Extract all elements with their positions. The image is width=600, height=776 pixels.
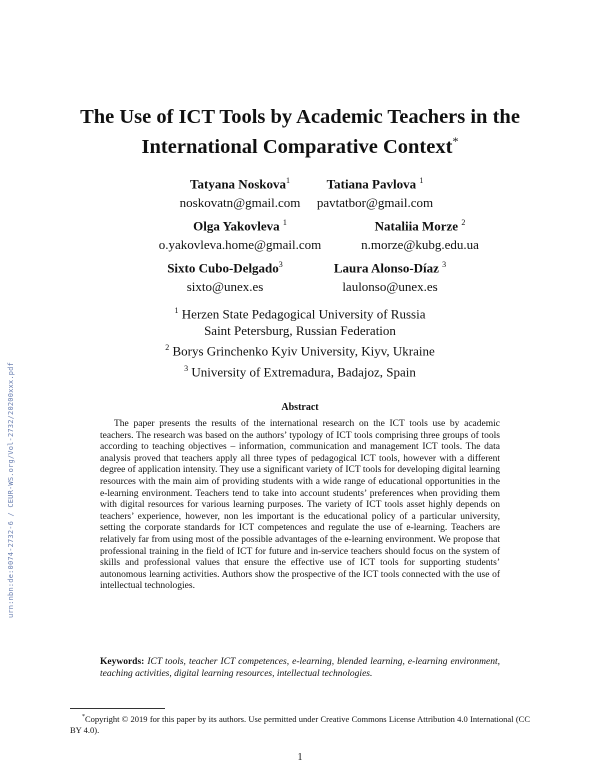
footnote-text: Copyright © 2019 for this paper by its authors. Use permitted under Creative Commons License Attribution 4.0 International (CC BY 4.0). bbox=[70, 713, 530, 735]
author-name: Olga Yakovleva $^1$ bbox=[193, 218, 287, 234]
author-email: noskovatn@gmail.com bbox=[179, 195, 301, 211]
author-email: laulonso@unex.es bbox=[342, 279, 438, 295]
affiliation-line: $^1$ Herzen State Pedagogical University of Russia bbox=[174, 306, 426, 322]
author-name: Nataliia Morze $^2$ bbox=[374, 218, 466, 234]
page-number: 1 bbox=[297, 752, 303, 763]
author-block bbox=[140, 214, 340, 253]
author-block bbox=[300, 172, 450, 211]
author-block bbox=[300, 256, 480, 295]
affiliation-line: Saint Petersburg, Russian Federation bbox=[204, 323, 396, 339]
author-email: n.morze@kubg.edu.ua bbox=[361, 237, 479, 253]
affiliation-line: $^2$ Borys Grinchenko Kyiv University, Kiyv, Ukraine bbox=[165, 343, 435, 359]
author-email: sixto@unex.es bbox=[186, 279, 264, 295]
author-name: Tatiana Pavlova $^1$ bbox=[326, 176, 424, 192]
paper-title-text: The Use of ICT Tools by Academic Teachers in the International Comparative Context bbox=[80, 106, 520, 158]
affiliations bbox=[150, 302, 450, 380]
keywords-text: ICT tools, teacher ICT competences, e-learning, blended learning, e-learning environment, teaching activities, digital learning resources, intellectual technologies. bbox=[100, 657, 501, 679]
side-stamp-text: urn:nbn:de:0074-2732-6 / CEUR-WS.org/Vol-2732/20200xxx.pdf bbox=[7, 361, 15, 619]
author-name: Laura Alonso-Díaz $^3$ bbox=[333, 260, 447, 276]
abstract-heading: Abstract bbox=[281, 402, 319, 413]
affiliation-line: $^3$ University of Extremadura, Badajoz, Spain bbox=[184, 363, 416, 379]
copyright-footnote bbox=[70, 712, 530, 736]
abstract-text: The paper presents the results of the international research on the ICT tools use by academic teachers. The research was based on the authors’ typology of ICT tools comprising three groups of tools according to teaching objectives – information, communication and management ICT tools. The data analysis proved that teachers apply all three types of pedagogical ICT tools, however with a different degree of application intensity. They use a significant variety of ICT tools for developing digital learning resources with the main aim of providing students with a wide range of educational opportunities in the e-learning environment. Teachers tend to take into account students’ preferences when providing them with digital resources for various learning purposes. The variety of ICT tools asset highly depends on teachers’ experience, however, non les important is the educational policy of a particular university, setting the corporate standards for ICT competences and regulate the use of e-learning. Teachers are relatively far from using most of the possible advantages of the e-learning environment. We propose that professional training in the field of ICT for future and in-service teachers should focus on the system of skills and professional values that ensure the effective use of ICT tools for supporting students’ autonomous learning activities. Authors show the prospective of the ICT tools connected with the use of intellectual technologies. bbox=[100, 419, 500, 592]
author-name: Sixto Cubo-Delgado$^3$ bbox=[167, 260, 283, 276]
author-block bbox=[130, 256, 320, 295]
side-stamp bbox=[6, 361, 16, 619]
author-email: o.yakovleva.home@gmail.com bbox=[158, 237, 322, 253]
author-name: Tatyana Noskova$^1$ bbox=[190, 176, 290, 192]
keywords bbox=[100, 657, 500, 680]
paper-title bbox=[40, 105, 560, 159]
footnote-mark: * bbox=[82, 714, 85, 720]
keywords-label: Keywords: bbox=[100, 657, 145, 667]
author-email: pavtatbor@gmail.com bbox=[316, 195, 434, 211]
author-block bbox=[340, 214, 500, 253]
title-footnote-mark: * bbox=[452, 134, 459, 148]
footnote-rule bbox=[70, 708, 165, 709]
